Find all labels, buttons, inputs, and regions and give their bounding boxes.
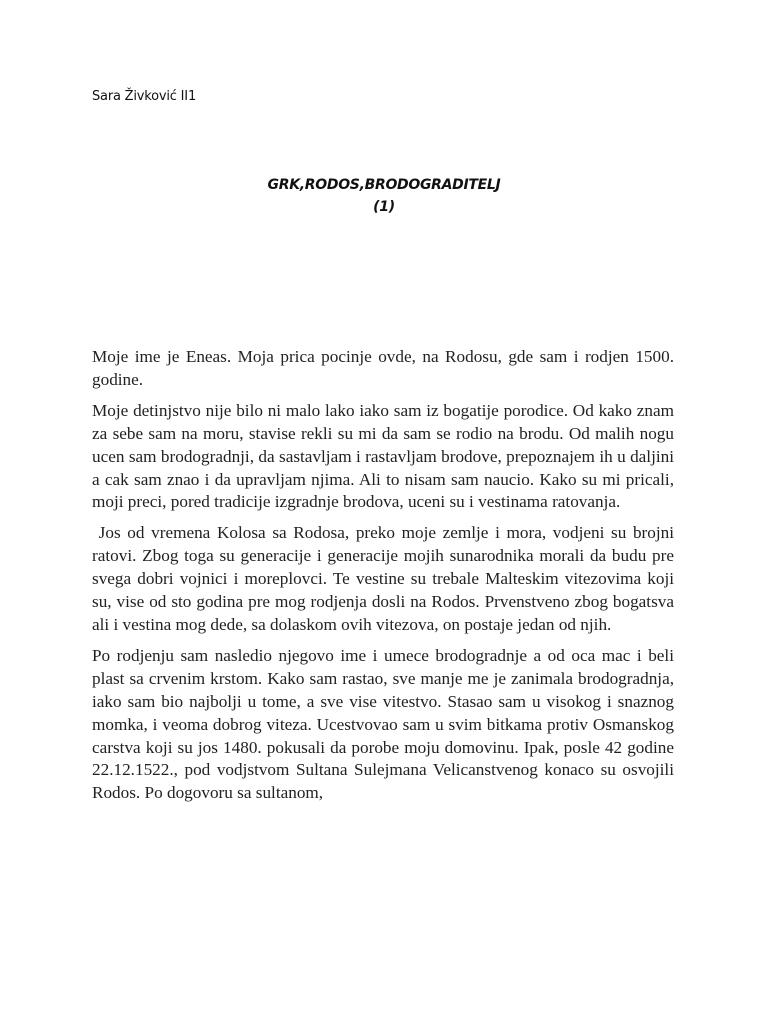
paragraph: Moje detinjstvo nije bilo ni malo lako iako sam iz bogatije porodice. Od kako znam za sebe sam na moru, stavise rekli su mi da sam se rodio na brodu. Od malih nogu ucen sam brodogradnji, da sastavljam i rastavljam brodove, prepoznajem ih u daljini a cak sam znao i da upravljam njima. Ali to nisam sam naucio. Kako su mi pricali, moji preci, pored tradicije izgradnje brodova, uceni su i vestinama ratovanja. xyxy=(92,400,674,512)
title-block xyxy=(0,174,768,218)
author-line: Sara Živković II1 xyxy=(92,89,197,104)
body-text xyxy=(92,346,679,813)
paragraph: Moje ime je Eneas. Moja prica pocinje ovde, na Rodosu, gde sam i rodjen 1500. godine. xyxy=(92,347,674,389)
paragraph: Jos od vremena Kolosa sa Rodosa, preko moje zemlje i mora, vodjeni su brojni ratovi. Zbog toga su generacije i generacije mojih sunarodnika morali da budu pre svega dobri vojnici i moreplovci. Te vestine su trebale Malteskim vitezovima koji su, vise od sto godina pre mog rodjenja dosli na Rodos. Prvenstveno zbog bogatsva ali i vestina mog dede, sa dolaskom ovih vitezova, on postaje jedan od njih. xyxy=(92,523,679,634)
document-title: GRK,RODOS,BRODOGRADITELJ xyxy=(267,177,501,193)
document-subtitle: (1) xyxy=(373,199,395,215)
paragraph: Po rodjenju sam nasledio njegovo ime i umece brodogradnje a od oca mac i beli plast sa crvenim krstom. Kako sam rastao, sve manje me je zanimala brodogradnja, iako sam bio najbolji u tome, a sve vise vitestvo. Stasao sam u visokog i snaznog momka, i veoma dobrog viteza. Ucestvovao sam u svim bitkama protiv Osmanskog carstva koji su jos 1480. pokusali da porobe moju domovinu. Ipak, posle 42 godine 22.12.1522., pod vodjstvom Sultana Sulejmana Velicanstvenog konaco su osvojili Rodos. Po dogovoru sa sultanom, xyxy=(92,645,674,803)
